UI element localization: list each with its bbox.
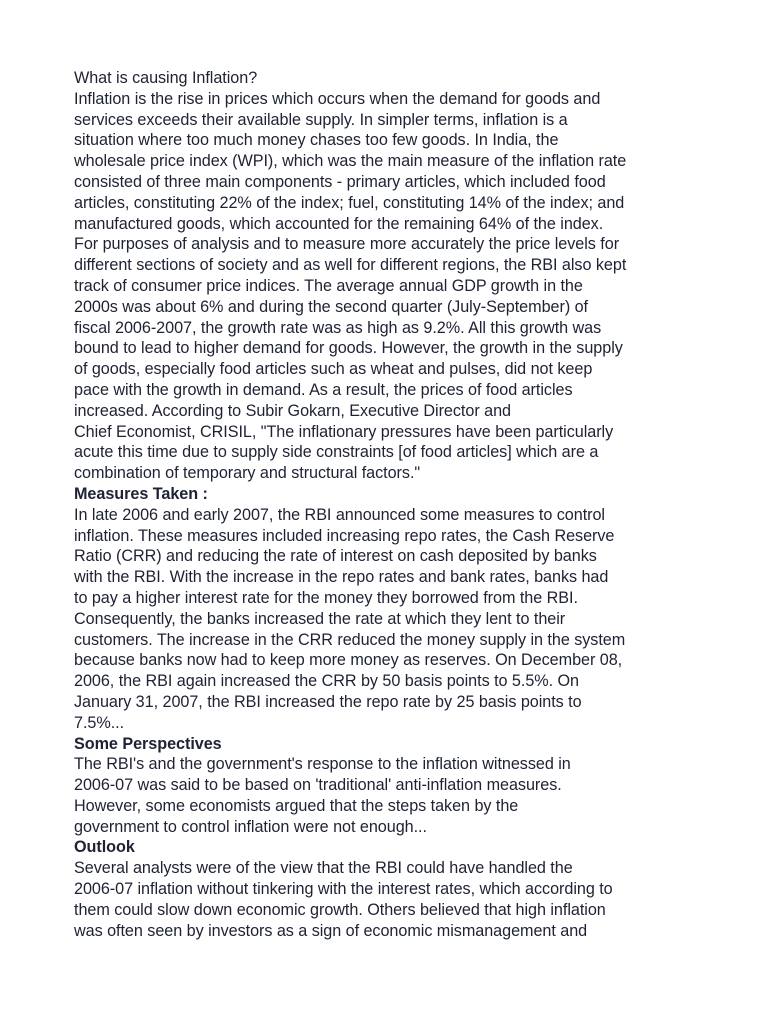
- paragraph-line: because banks now had to keep more money as reserves. On December 08,: [74, 651, 623, 670]
- paragraph-line: 2006-07 inflation without tinkering with the interest rates, which according to: [74, 880, 613, 899]
- paragraph-line: 2006-07 was said to be based on 'traditional' anti-inflation measures.: [74, 776, 562, 795]
- paragraph-line: manufactured goods, which accounted for the remaining 64% of the index.: [74, 214, 604, 233]
- paragraph-line: situation where too much money chases too few goods. In India, the: [74, 131, 559, 150]
- paragraph-line: different sections of society and as well for different regions, the RBI also kept: [74, 256, 627, 275]
- paragraph-line: inflation. These measures included increasing repo rates, the Cash Reserve: [74, 526, 615, 545]
- paragraph-line: consisted of three main components - primary articles, which included food: [74, 172, 606, 191]
- paragraph-line: Chief Economist, CRISIL, "The inflationary pressures have been particularly: [74, 422, 614, 441]
- paragraph-line: 2006, the RBI again increased the CRR by 50 basis points to 5.5%. On: [74, 672, 580, 691]
- document-page: [74, 68, 698, 941]
- paragraph-line: 2000s was about 6% and during the second quarter (July-September) of: [74, 297, 589, 316]
- paragraph-line: increased. According to Subir Gokarn, Executive Director and: [74, 401, 511, 420]
- paragraph-line: The RBI's and the government's response to the inflation witnessed in: [74, 755, 571, 774]
- section-4: [74, 837, 698, 941]
- paragraph-line: acute this time due to supply side constraints [of food articles] which are a: [74, 443, 599, 462]
- document-body: [74, 89, 698, 942]
- section-2: [74, 484, 698, 734]
- paragraph-line: services exceeds their available supply. In simpler terms, inflation is a: [74, 110, 568, 129]
- paragraph-line: For purposes of analysis and to measure more accurately the price levels for: [74, 235, 620, 254]
- paragraph-line: bound to lead to higher demand for goods. However, the growth in the supply: [74, 339, 623, 358]
- paragraph-line: Ratio (CRR) and reducing the rate of interest on cash deposited by banks: [74, 547, 597, 566]
- section-heading: Outlook: [74, 838, 135, 857]
- paragraph-line: with the RBI. With the increase in the repo rates and bank rates, banks had: [74, 568, 609, 587]
- paragraph-line: track of consumer price indices. The average annual GDP growth in the: [74, 276, 583, 295]
- paragraph-line: However, some economists argued that the steps taken by the: [74, 796, 519, 815]
- paragraph-line: combination of temporary and structural factors.": [74, 464, 421, 483]
- section-heading: Some Perspectives: [74, 734, 222, 753]
- paragraph-line: customers. The increase in the CRR reduced the money supply in the system: [74, 630, 626, 649]
- paragraph-line: Several analysts were of the view that the RBI could have handled the: [74, 859, 573, 878]
- paragraph-line: wholesale price index (WPI), which was the main measure of the inflation rate: [74, 152, 627, 171]
- paragraph-line: to pay a higher interest rate for the money they borrowed from the RBI.: [74, 588, 578, 607]
- paragraph-line: 7.5%...: [74, 713, 125, 732]
- paragraph-line: In late 2006 and early 2007, the RBI announced some measures to control: [74, 505, 605, 524]
- section-1: [74, 89, 698, 484]
- section-3: [74, 734, 698, 838]
- document-title: What is causing Inflation?: [74, 69, 258, 87]
- section-heading: Measures Taken :: [74, 484, 208, 503]
- paragraph-line: Consequently, the banks increased the rate at which they lent to their: [74, 609, 566, 628]
- paragraph-line: them could slow down economic growth. Others believed that high inflation: [74, 900, 606, 919]
- paragraph-line: was often seen by investors as a sign of economic mismanagement and: [74, 921, 588, 940]
- paragraph-line: government to control inflation were not enough...: [74, 817, 427, 836]
- paragraph-line: of goods, especially food articles such as wheat and pulses, did not keep: [74, 360, 593, 379]
- paragraph-line: fiscal 2006-2007, the growth rate was as high as 9.2%. All this growth was: [74, 318, 602, 337]
- paragraph-line: pace with the growth in demand. As a result, the prices of food articles: [74, 380, 573, 399]
- paragraph-line: Inflation is the rise in prices which occurs when the demand for goods and: [74, 89, 601, 108]
- paragraph-line: January 31, 2007, the RBI increased the repo rate by 25 basis points to: [74, 692, 582, 711]
- paragraph-line: articles, constituting 22% of the index; fuel, constituting 14% of the index; and: [74, 193, 625, 212]
